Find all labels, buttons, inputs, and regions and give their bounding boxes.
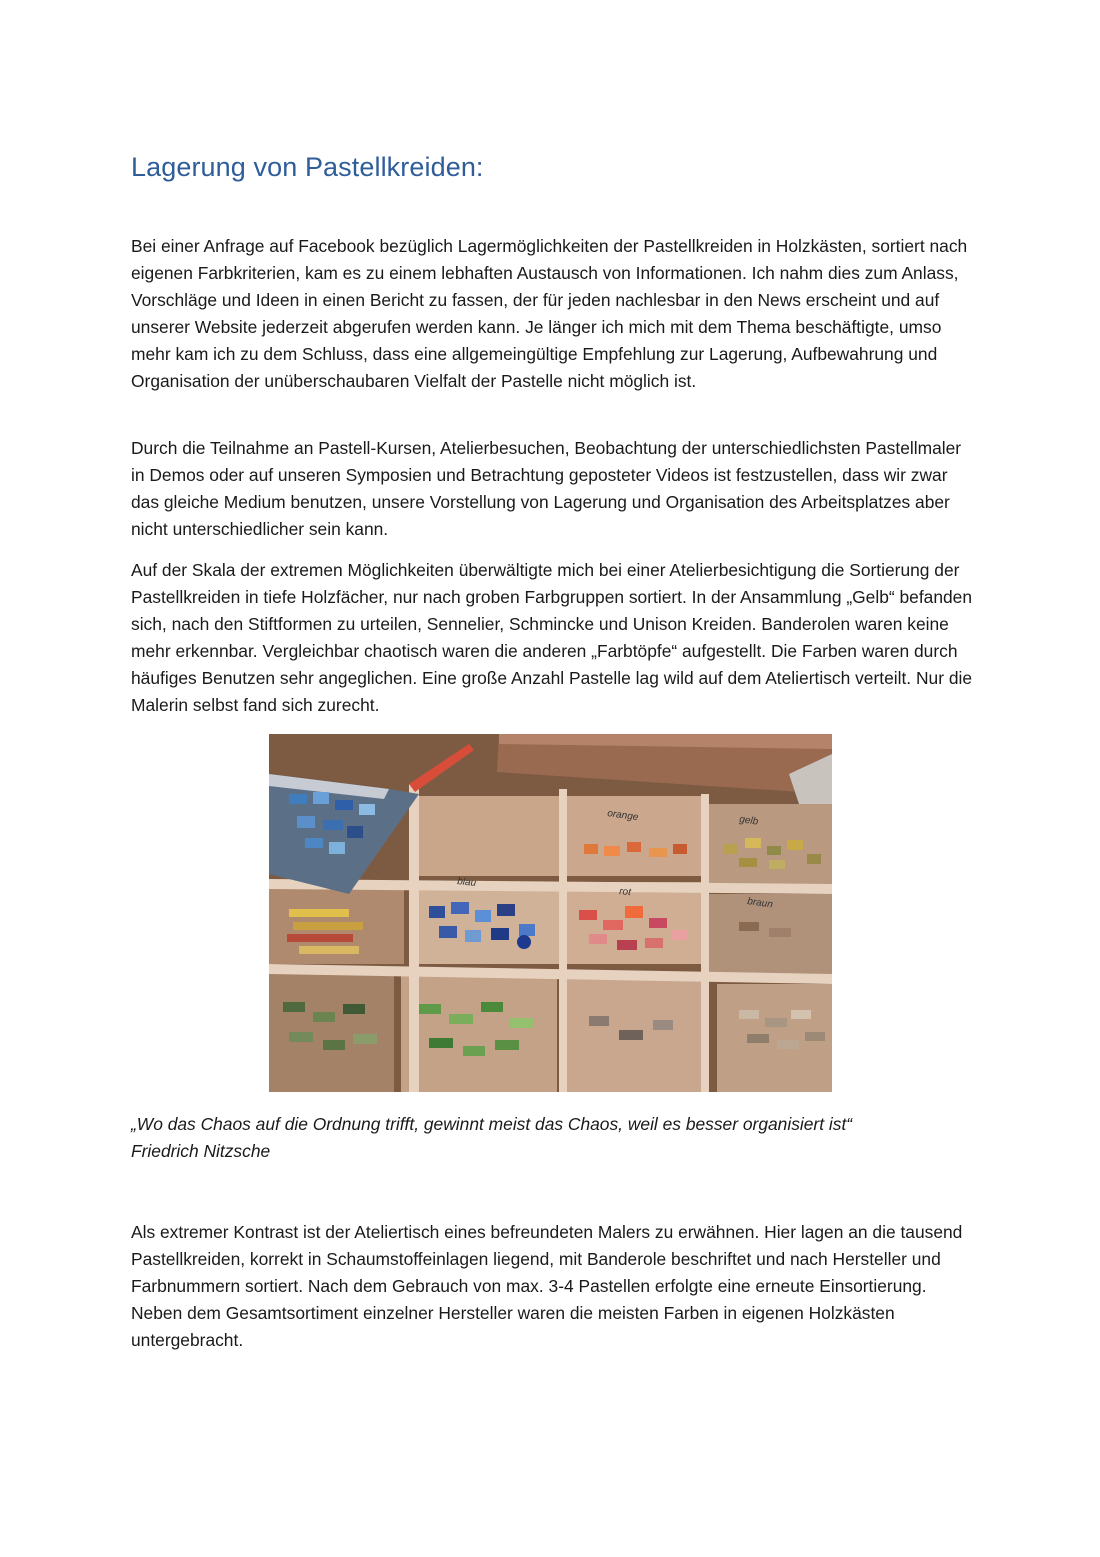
quote-author: Friedrich Nitzsche [131,1141,271,1161]
paragraph-2: Durch die Teilnahme an Pastell-Kursen, Atelierbesuchen, Beobachtung der unterschiedlichsten Pastellmaler in Demos oder auf unseren Symposien und Betrachtung geposteter Videos ist festzustellen, dass wir zwar das gleiche Medium benutzen, unsere Vorstellung von Lagerung und Organisation des Arbeitsplatzes aber nicht unterschiedlicher sein kann. [131,438,962,539]
label-gelb: gelb [738,814,759,828]
pastel-box-photo [269,734,832,1092]
paragraph-3: Auf der Skala der extremen Möglichkeiten überwältigte mich bei einer Atelierbesichtigung die Sortierung der Pastellkreiden in tiefe Holzfächer, nur nach groben Farbgruppen sortiert. In der Ansammlung „Gelb“ befanden sich, nach den Stiftformen zu urteilen, Sennelier, Schmincke und Unison Kreiden. Banderolen waren keine mehr erkennbar. Vergleichbar chaotisch waren die anderen „Farbtöpfe“ aufgestellt. Die Farben waren durch häufiges Benutzen sehr angeglichen. Eine große Anzahl Pastelle lag wild auf dem Ateliertisch verteilt. Nur die Malerin selbst fand sich zurecht. [131,560,973,715]
page-title: Lagerung von Pastellkreiden: [131,152,484,182]
quote-text: „Wo das Chaos auf die Ordnung trifft, gewinnt meist das Chaos, weil es besser organisiert ist“ [131,1114,853,1134]
pastel-box-illustration [269,734,832,1092]
paragraph-4: Als extremer Kontrast ist der Ateliertisch eines befreundeten Malers zu erwähnen. Hier lagen an die tausend Pastellkreiden, korrekt in Schaumstoffeinlagen liegend, mit Banderole beschriftet und nach Hersteller und Farbnummern sortiert. Nach dem Gebrauch von max. 3-4 Pastellen erfolgte eine erneute Einsortierung. Neben dem Gesamtsortiment einzelner Hersteller waren die meisten Farben in eigenen Holzkästen untergebracht. [131,1222,963,1350]
label-blau: blau [456,876,477,889]
label-rot: rot [618,886,632,899]
paragraph-1: Bei einer Anfrage auf Facebook bezüglich Lagermöglichkeiten der Pastellkreiden in Holzkästen, sortiert nach eigenen Farbkriterien, kam es zu einem lebhaften Austausch von Informationen. Ich nahm dies zum Anlass, Vorschläge und Ideen in einen Bericht zu fassen, der für jeden nachlesbar in den News erscheint und auf unserer Website jederzeit abgerufen werden kann. Je länger ich mich mit dem Thema beschäftigte, umso mehr kam ich zu dem Schluss, dass eine allgemeingültige Empfehlung zur Lagerung, Aufbewahrung und Organisation der unüberschaubaren Vielfalt der Pastelle nicht möglich ist. [131,236,968,391]
quote-block [131,1111,976,1165]
label-braun: braun [746,896,774,911]
label-orange: orange [606,808,639,824]
